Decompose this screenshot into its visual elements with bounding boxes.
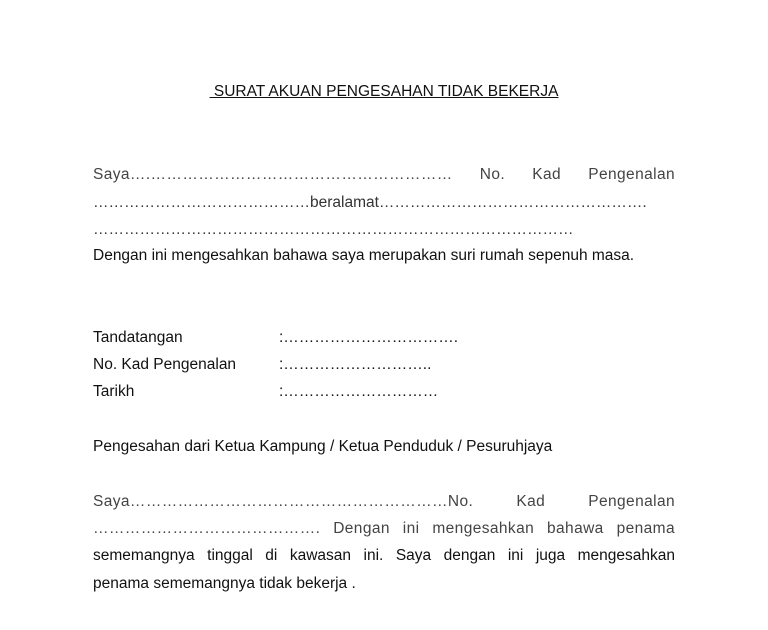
para1-line1: Saya….………………………………………………… No. Kad Pengenalan bbox=[93, 166, 675, 183]
ic-number-label: No. Kad Pengenalan bbox=[93, 356, 237, 373]
para2-line3: sememangnya tinggal di kawasan ini. Saya dengan ini juga mengesahkan bbox=[93, 547, 675, 564]
para2-line4: penama sememangnya tidak bekerja . bbox=[93, 575, 356, 592]
date-label: Tarikh bbox=[93, 383, 135, 400]
endorsement-heading: Pengesahan dari Ketua Kampung / Ketua Penduduk / Pesuruhjaya bbox=[93, 438, 553, 455]
ic-number-field: :……………………….. bbox=[279, 356, 432, 373]
signature-label: Tandatangan bbox=[93, 329, 183, 346]
para2-line1: Saya……………………………………………………No. Kad Pengenalan bbox=[93, 493, 675, 510]
para1-line4: Dengan ini mengesahkan bahawa saya merupakan suri rumah sepenuh masa. bbox=[93, 247, 635, 264]
date-field: :………………………… bbox=[279, 383, 439, 400]
para1-line2: ……………………………………beralamat……………………………………………. bbox=[93, 194, 647, 211]
para1-line3: ………………………………………………………………………………… bbox=[93, 221, 574, 238]
signature-field: :……………………………. bbox=[279, 329, 459, 346]
para2-line2: ……………………………………. Dengan ini mengesahkan bahawa penama bbox=[93, 520, 675, 537]
document-title: SURAT AKUAN PENGESAHAN TIDAK BEKERJA bbox=[209, 83, 559, 100]
